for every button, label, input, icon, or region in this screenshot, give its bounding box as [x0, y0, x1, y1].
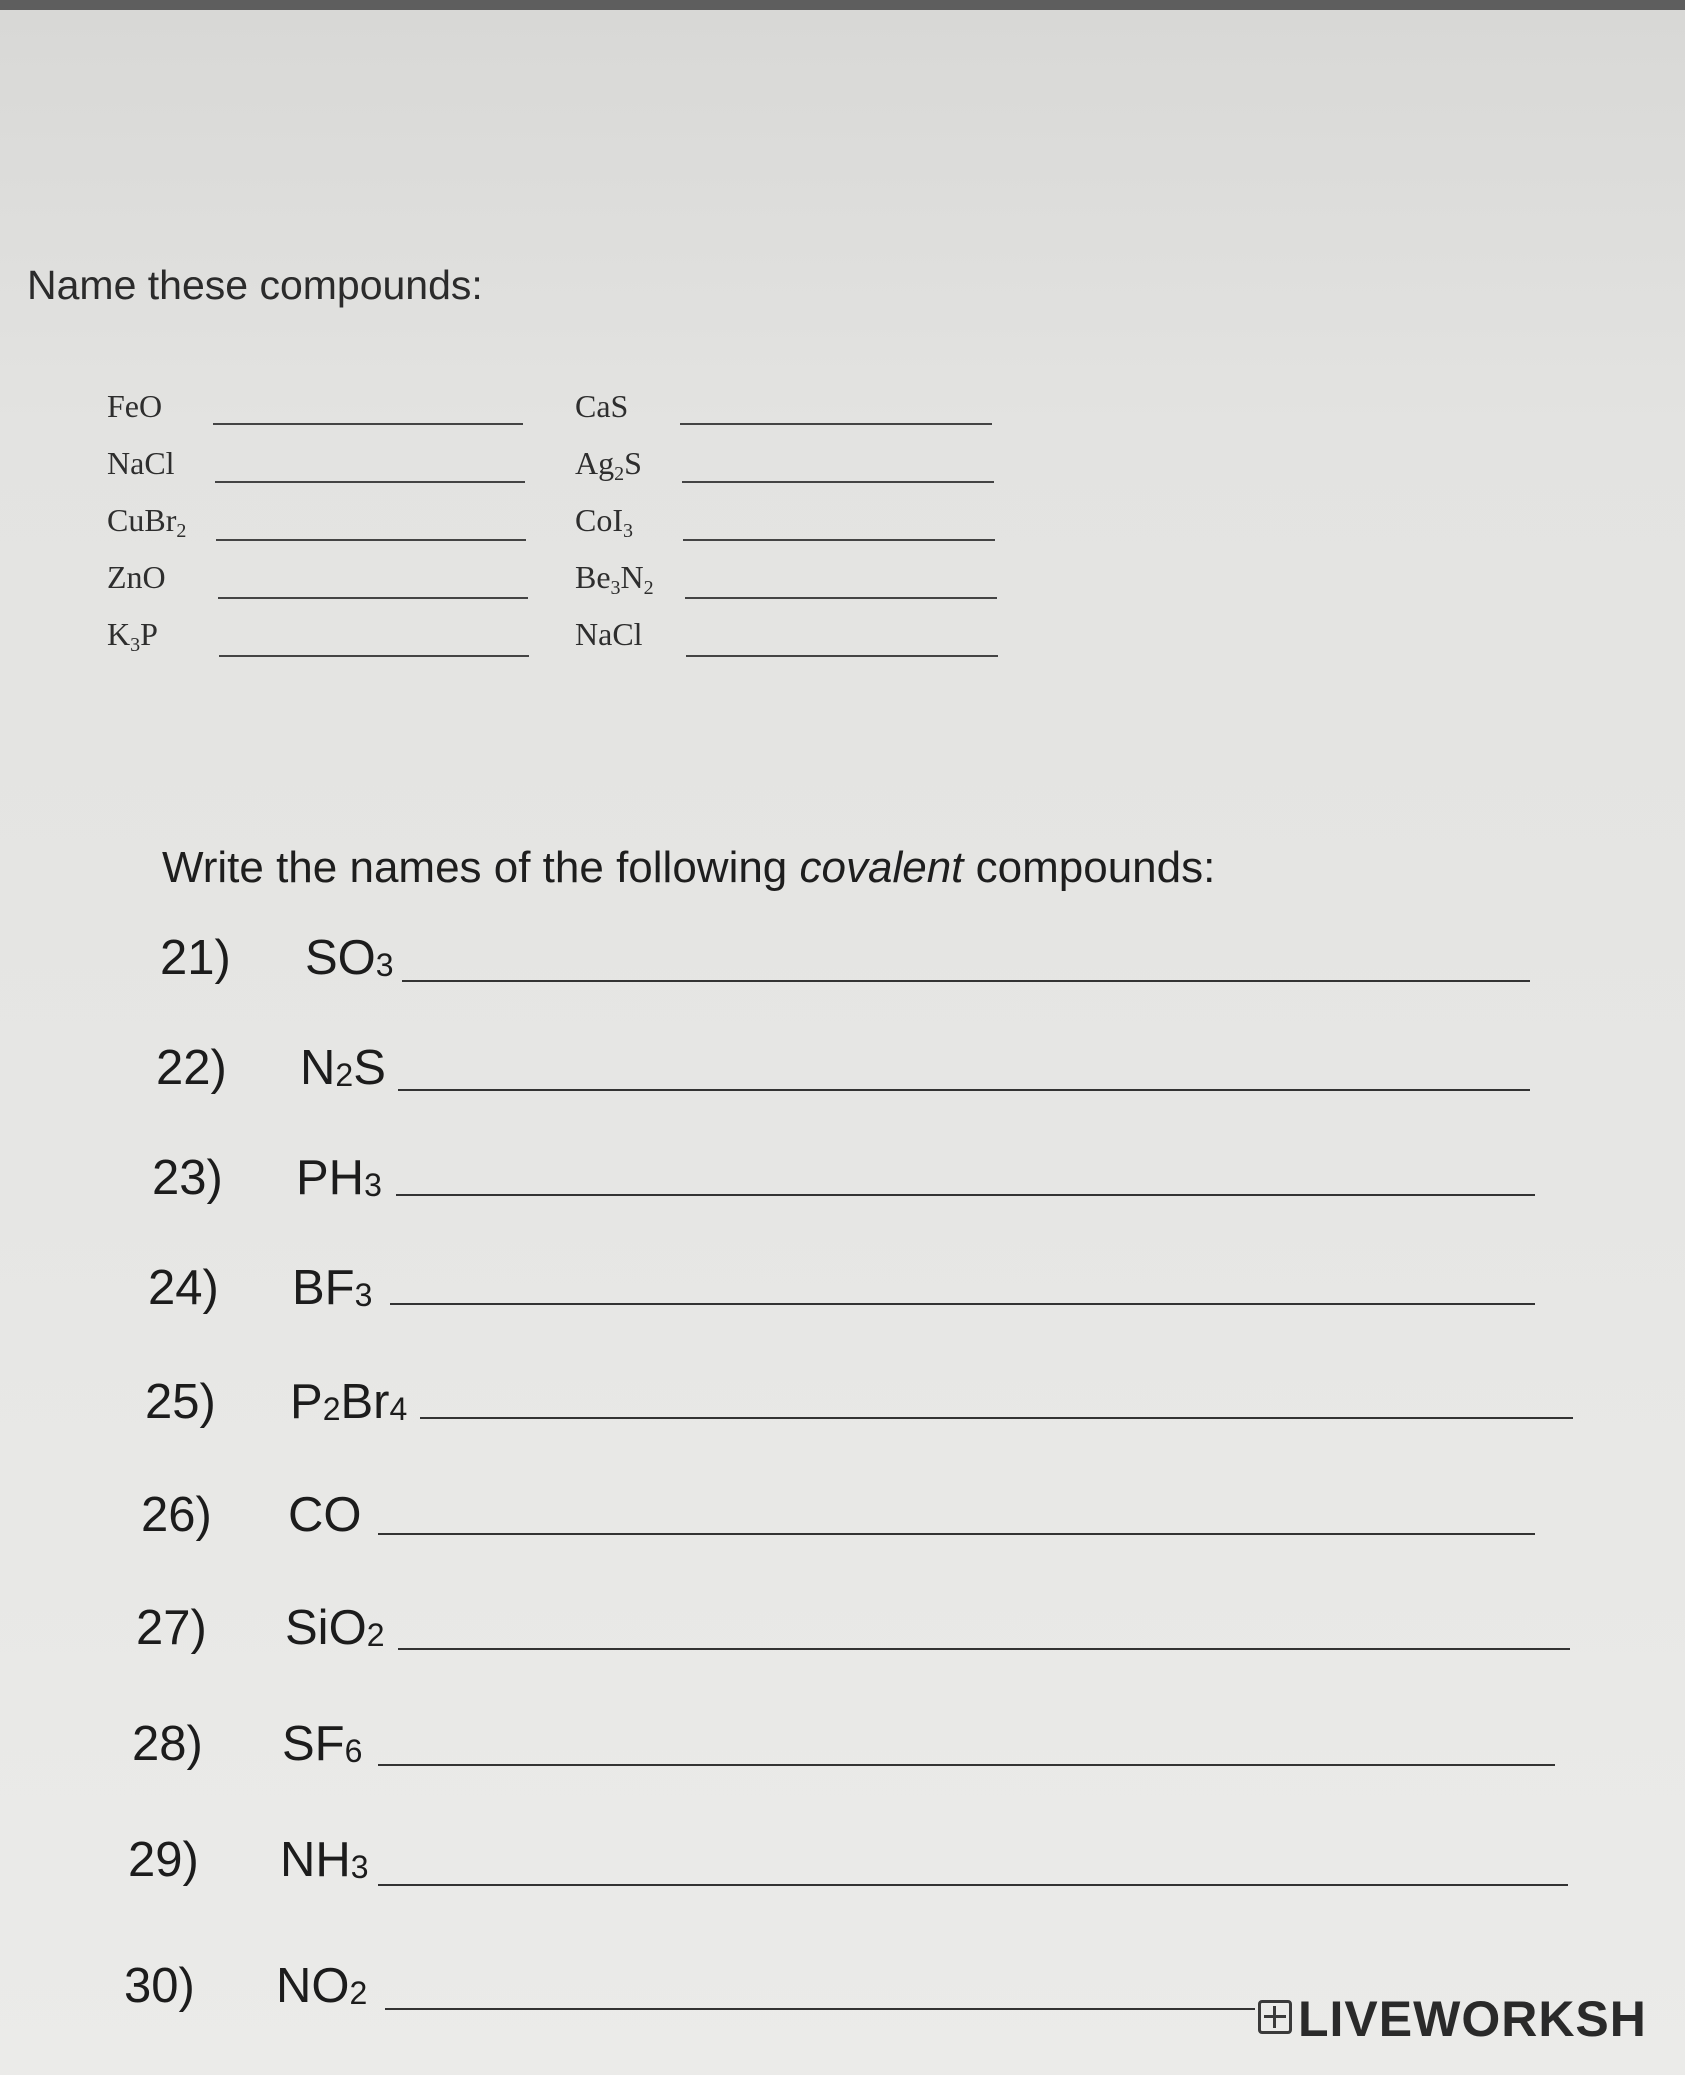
- answer-blank[interactable]: [685, 597, 997, 599]
- answer-blank[interactable]: [378, 1884, 1568, 1886]
- answer-blank[interactable]: [683, 539, 995, 541]
- compound-formula: [300, 1040, 386, 1096]
- section2-title-before: Write the names of the following: [162, 843, 800, 892]
- covalent-compound-row: [0, 1260, 1650, 1320]
- formula-subscript: 2: [349, 1975, 368, 2011]
- answer-blank[interactable]: [378, 1533, 1535, 1535]
- answer-blank[interactable]: [402, 980, 1530, 982]
- covalent-compound-row: [0, 1487, 1650, 1547]
- question-number: 30): [124, 1959, 195, 2013]
- formula-text: NO: [276, 1959, 350, 2013]
- section2-title: [162, 843, 1215, 893]
- formula-subscript: 2: [322, 1391, 341, 1427]
- answer-blank[interactable]: [682, 481, 994, 483]
- question-number: 27): [136, 1601, 207, 1655]
- question-number: 26): [141, 1488, 212, 1542]
- formula-subscript: 2: [643, 577, 654, 599]
- formula-text: ZnO: [107, 559, 166, 595]
- liveworksheets-logo-icon: [1258, 2000, 1292, 2034]
- formula-subscript: 3: [610, 577, 621, 599]
- compound-formula: [276, 1958, 367, 2014]
- formula-text: K: [107, 616, 131, 652]
- compound-formula: [305, 930, 394, 986]
- formula-subscript: 3: [375, 947, 394, 983]
- covalent-compound-row: [0, 1716, 1650, 1776]
- ionic-compound-row: [0, 502, 1100, 552]
- question-number: 28): [132, 1717, 203, 1771]
- formula-subscript: 3: [350, 1849, 369, 1885]
- formula-subscript: 4: [389, 1391, 408, 1427]
- answer-blank[interactable]: [680, 423, 992, 425]
- compound-formula: [296, 1150, 382, 1206]
- compound-formula: [282, 1716, 362, 1772]
- formula-text: NH: [280, 1833, 351, 1887]
- compound-formula: [285, 1600, 384, 1656]
- formula-text: CuBr: [107, 502, 177, 538]
- formula-text: Ag: [575, 445, 615, 481]
- formula-text: FeO: [107, 388, 163, 424]
- answer-blank[interactable]: [398, 1648, 1570, 1650]
- formula-text: CoI: [575, 502, 623, 538]
- formula-subscript: 3: [364, 1167, 382, 1203]
- formula-text: SiO: [285, 1601, 367, 1655]
- covalent-compound-row: [0, 930, 1650, 990]
- liveworksheets-watermark: [1258, 1990, 1647, 2048]
- compound-formula: [575, 559, 654, 599]
- formula-text: P: [140, 616, 158, 652]
- question-number: 22): [156, 1041, 227, 1095]
- formula-text: NaCl: [575, 616, 643, 652]
- compound-formula: [575, 502, 633, 542]
- formula-text: PH: [296, 1151, 365, 1205]
- question-number: 29): [128, 1833, 199, 1887]
- question-number: 21): [160, 931, 231, 985]
- formula-subscript: 2: [335, 1057, 354, 1093]
- formula-text: S: [353, 1041, 386, 1095]
- covalent-compound-row: [0, 1040, 1650, 1100]
- covalent-compound-row: [0, 1600, 1650, 1660]
- formula-text: Be: [575, 559, 611, 595]
- answer-blank[interactable]: [686, 655, 998, 657]
- formula-subscript: 2: [176, 520, 187, 542]
- formula-subscript: 3: [130, 634, 141, 656]
- covalent-compound-row: [0, 1150, 1650, 1210]
- formula-text: BF: [292, 1261, 355, 1315]
- formula-subscript: 2: [366, 1617, 385, 1653]
- ionic-compound-row: [0, 559, 1100, 609]
- answer-blank[interactable]: [378, 1764, 1555, 1766]
- question-number: 23): [152, 1151, 223, 1205]
- formula-text: SO: [305, 931, 376, 985]
- formula-text: CO: [288, 1488, 362, 1542]
- section1-title: Name these compounds:: [27, 262, 483, 308]
- formula-text: NaCl: [107, 445, 175, 481]
- question-number: 25): [145, 1375, 216, 1429]
- question-number: 24): [148, 1261, 219, 1315]
- compound-formula: [280, 1832, 369, 1888]
- compound-formula: [288, 1487, 362, 1543]
- formula-text: SF: [282, 1717, 345, 1771]
- formula-text: N: [300, 1041, 336, 1095]
- formula-subscript: 6: [344, 1733, 363, 1769]
- covalent-compound-row: [0, 1832, 1650, 1892]
- answer-blank[interactable]: [420, 1417, 1573, 1419]
- answer-blank[interactable]: [390, 1303, 1535, 1305]
- section2-title-emphasis: covalent: [799, 843, 964, 892]
- formula-subscript: 3: [623, 520, 633, 542]
- formula-subscript: 3: [354, 1277, 373, 1313]
- worksheet-page: [0, 10, 1685, 2075]
- watermark-text: LIVEWORKSH: [1298, 1991, 1647, 2047]
- compound-formula: [290, 1374, 407, 1430]
- answer-blank[interactable]: [385, 2008, 1255, 2010]
- ionic-compound-row: [0, 616, 1100, 666]
- compound-formula: [575, 445, 642, 485]
- compound-formula: [575, 388, 628, 425]
- answer-blank[interactable]: [396, 1194, 1535, 1196]
- answer-blank[interactable]: [398, 1089, 1530, 1091]
- formula-text: S: [624, 445, 642, 481]
- formula-subscript: 2: [614, 463, 625, 485]
- covalent-compound-row: [0, 1374, 1650, 1434]
- ionic-compound-row: [0, 445, 1100, 495]
- section2-title-after: compounds:: [963, 843, 1216, 892]
- ionic-compound-row: [0, 388, 1100, 438]
- formula-text: Br: [340, 1375, 390, 1429]
- formula-text: CaS: [575, 388, 629, 424]
- formula-text: P: [290, 1375, 323, 1429]
- compound-formula: [292, 1260, 372, 1316]
- compound-formula: [575, 616, 643, 653]
- formula-text: N: [620, 559, 644, 595]
